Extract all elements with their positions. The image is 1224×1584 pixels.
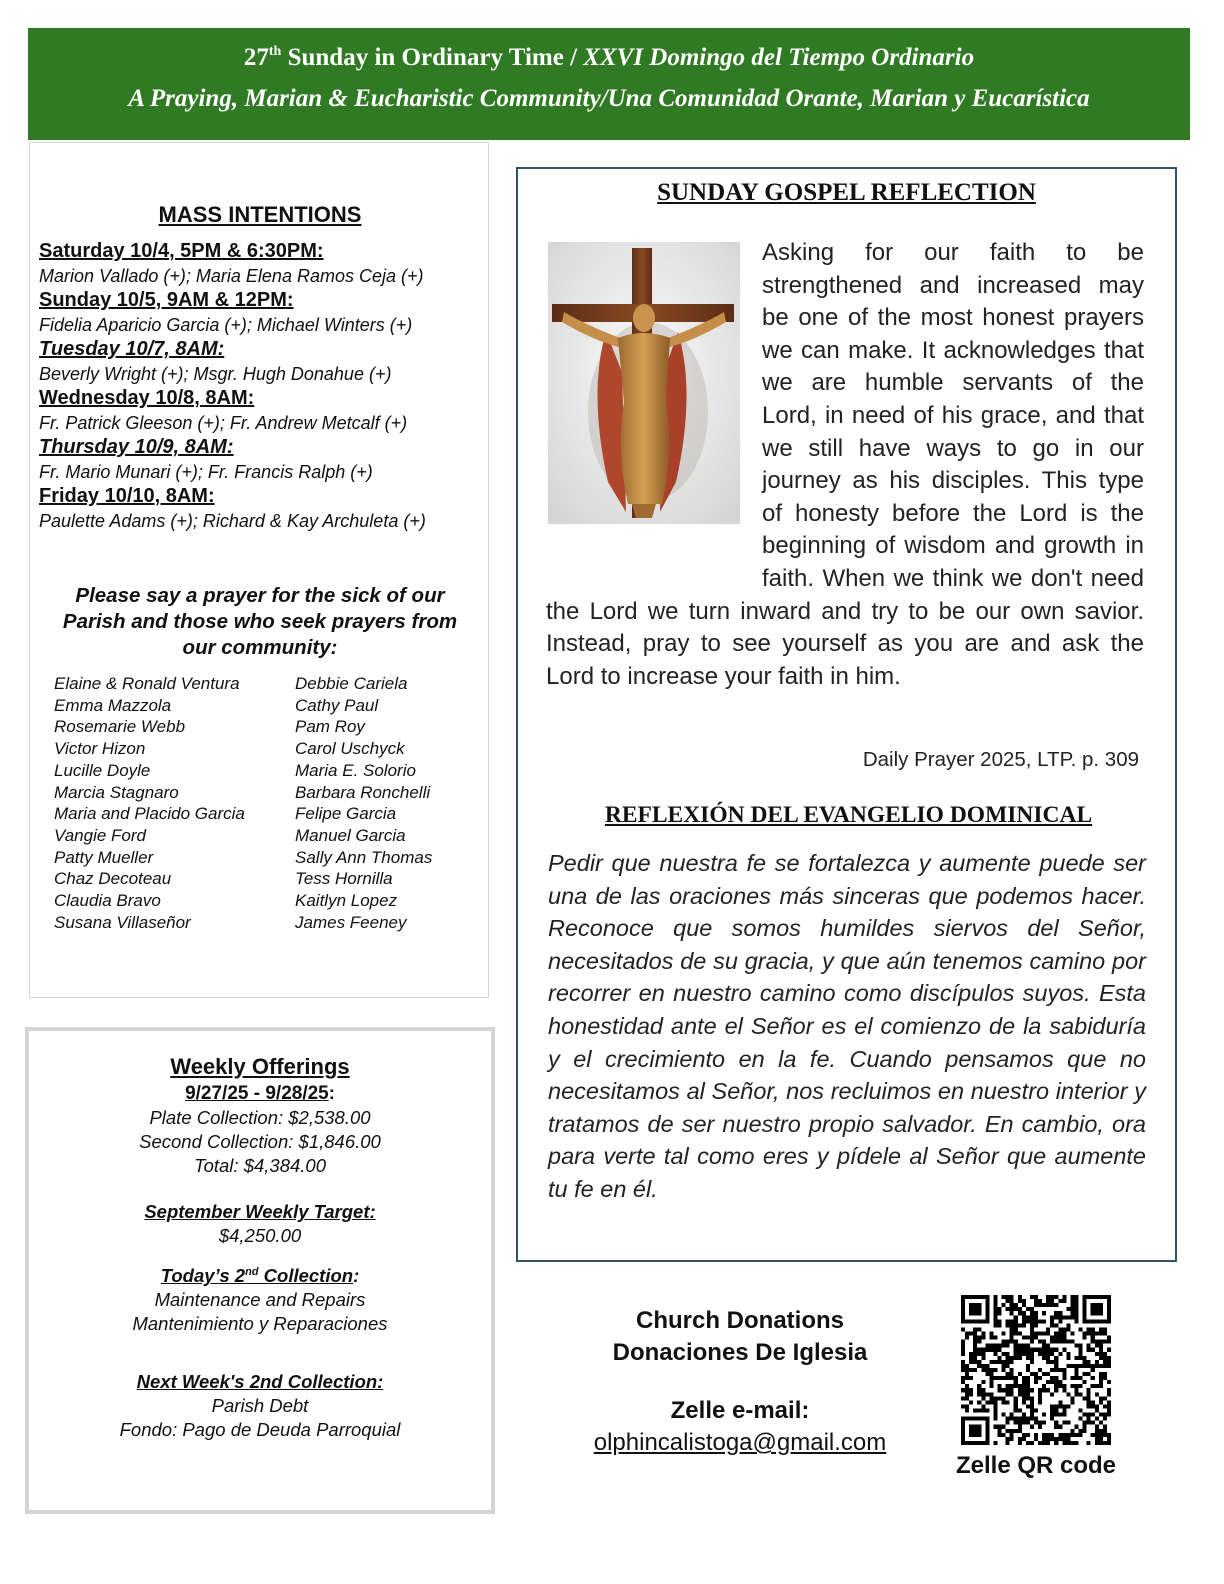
mass-day-label: Saturday 10/4, 5PM & 6:30PM [39, 240, 317, 262]
today-collection-line: Maintenance and Repairs [154, 1289, 366, 1310]
list-item: Rosemarie Webb [54, 717, 186, 737]
sick-list-right [295, 673, 432, 933]
offerings-dates [29, 1081, 491, 1106]
mass-names: Fr. Mario Munari (+); Fr. Francis Ralph (+) [39, 462, 373, 482]
today-label-a: Today’s 2 [160, 1265, 246, 1286]
mass-names: Marion Vallado (+); Maria Elena Ramos Ceja (+) [39, 266, 424, 286]
mass-day [39, 484, 484, 509]
list-item: James Feeney [295, 912, 407, 932]
list-item: Barbara Ronchelli [295, 782, 431, 802]
mass-day-label: Wednesday 10/8, 8AM [39, 387, 248, 409]
list-item: Victor Hizon [54, 739, 146, 759]
banner-line-2: A Praying, Marian & Eucharistic Community/Una Comunidad Orante, Marian y Eucarística [128, 85, 1090, 112]
offerings-title: Weekly Offerings [170, 1054, 350, 1079]
zelle-email-link[interactable]: olphincalistoga@gmail.com [593, 1429, 887, 1456]
today-collection-line: Mantenimiento y Reparaciones [132, 1313, 388, 1334]
church-donations [572, 1305, 908, 1459]
colon: : [286, 289, 294, 311]
gospel-reflection-box [516, 167, 1177, 1262]
zelle-qr-code[interactable] [961, 1295, 1111, 1445]
banner-ordinal-suffix: th [268, 44, 282, 59]
colon: : [328, 1082, 335, 1103]
colon: : [226, 436, 234, 458]
mass-names: Fidelia Aparicio Garcia (+); Michael Winters (+) [39, 315, 413, 335]
weekly-offerings-box [25, 1027, 495, 1514]
offerings-date-range: 9/27/25 - 9/28/25 [185, 1083, 329, 1104]
list-item: Claudia Bravo [54, 891, 161, 911]
list-item: Elaine & Ronald Ventura [54, 674, 240, 693]
list-item: Chaz Decoteau [54, 869, 172, 889]
mass-day-label: Friday 10/10, 8AM [39, 485, 208, 507]
prayer-heading [30, 583, 490, 661]
today-label-part [161, 1265, 353, 1286]
list-item: Maria and Placido Garcia [54, 804, 245, 824]
prayer-heading-line: Parish and those who seek prayers from [62, 610, 458, 633]
colon: : [353, 1265, 360, 1286]
list-item: Kaitlyn Lopez [295, 891, 398, 911]
list-item: Lucille Doyle [54, 760, 151, 780]
list-item: Pam Roy [295, 717, 365, 737]
donations-line: Donaciones De Iglesia [612, 1339, 868, 1366]
next-week-line: Fondo: Pago de Deuda Parroquial [119, 1419, 401, 1440]
next-week-label: Next Week's 2nd Collection: [136, 1371, 384, 1392]
list-item: Cathy Paul [295, 695, 379, 715]
list-item: Tess Hornilla [295, 869, 393, 889]
crucifix-image [548, 242, 740, 524]
donations-line: Church Donations [636, 1307, 844, 1334]
list-item: Carol Uschyck [295, 739, 405, 759]
mass-intentions-box [29, 142, 489, 998]
header-banner [28, 28, 1190, 140]
list-item: Sally Ann Thomas [295, 847, 433, 867]
banner-ordinal: 27 [243, 44, 269, 71]
citation: Daily Prayer 2025, LTP. p. 309 [862, 748, 1139, 771]
banner-spanish-title: XXVI Domingo del Tiempo Ordinario [583, 44, 975, 71]
list-item: Susana Villaseñor [54, 912, 191, 932]
banner-english-title: Sunday in Ordinary Time / [281, 44, 584, 71]
zelle-label: Zelle e-mail: [670, 1397, 810, 1424]
next-week-line: Parish Debt [211, 1395, 309, 1416]
mass-day-label: Sunday 10/5, 9AM & 12PM [39, 289, 287, 311]
list-item: Emma Mazzola [54, 695, 172, 715]
colon: : [217, 338, 225, 360]
today-collection-label [29, 1260, 491, 1288]
gospel-title: SUNDAY GOSPEL REFLECTION [657, 179, 1036, 206]
mass-names: Fr. Patrick Gleeson (+); Fr. Andrew Metcalf (+) [39, 413, 408, 433]
prayer-heading-line: our community: [182, 636, 338, 659]
sick-list-left [54, 673, 245, 933]
mass-day [39, 386, 484, 411]
plate-collection: Plate Collection: $2,538.00 [149, 1107, 371, 1128]
mass-day [39, 239, 484, 264]
mass-day-label: Thursday 10/9, 8AM [39, 436, 227, 458]
list-item: Manuel Garcia [295, 825, 406, 845]
mass-intentions-title: MASS INTENTIONS [158, 202, 362, 227]
list-item: Debbie Cariela [295, 674, 408, 693]
mass-day-label: Tuesday 10/7, 8AM [39, 338, 218, 360]
mass-names: Paulette Adams (+); Richard & Kay Archuleta (+) [39, 511, 426, 531]
english-reflection-text: Asking for our faith to be strengthened and increased may be one of the most honest prayers we can make. It acknowledges that we are humble servants of the Lord, in need of his grace, and that we still have ways to go in our journey as his disciples. This type of honesty before the Lord is the beginning of wisdom and growth in faith. When we think we don't need the Lord we turn inward and try to be our own savior. Instead, pray to see yourself as you are and ask the Lord to increase your faith in him. [546, 239, 1144, 690]
spanish-reflection: Pedir que nuestra fe se fortalezca y aumente puede ser una de las oraciones más sinceras que podemos hacer. Reconoce que somos humildes siervos del Señor, necesitados de su gracia, y que aún tenemos camino por recorrer en nuestro camino como discípulos suyos. Esta honestidad ante el Señor es el comienzo de la sabiduría y el crecimiento en la fe. Cuando pensamos que no necesitamos al Señor, nos recluimos en nuestro interior y tratamos de ser nuestro propio salvador. En cambio, ora para verte tal como eres y pídele al Señor que aumente tu fe en él. [548, 850, 1146, 1202]
list-item: Maria E. Solorio [295, 760, 416, 780]
colon: : [247, 387, 255, 409]
colon: : [316, 240, 324, 262]
target-value: $4,250.00 [218, 1225, 302, 1246]
mass-names: Beverly Wright (+); Msgr. Hugh Donahue (+) [39, 364, 392, 384]
today-label-b: Collection [258, 1265, 354, 1286]
mass-day [39, 288, 484, 313]
today-label-sup: nd [245, 1266, 259, 1278]
mass-day [39, 337, 484, 362]
weekly-offerings-content [29, 1053, 491, 1442]
list-item: Felipe Garcia [295, 804, 397, 824]
list-item: Vangie Ford [54, 825, 146, 845]
second-collection: Second Collection: $1,846.00 [139, 1131, 381, 1152]
prayer-heading-line: Please say a prayer for the sick of our [75, 584, 445, 607]
list-item: Patty Mueller [54, 847, 154, 867]
colon: : [207, 485, 215, 507]
target-label: September Weekly Target: [144, 1201, 376, 1222]
banner-line-1 [28, 44, 1190, 72]
mass-day [39, 435, 484, 460]
spanish-title: REFLEXIÓN DEL EVANGELIO DOMINICAL [604, 802, 1093, 828]
offerings-total: Total: $4,384.00 [193, 1155, 326, 1176]
list-item: Marcia Stagnaro [54, 782, 179, 802]
mass-intentions-list [39, 239, 484, 533]
qr-label: Zelle QR code [955, 1452, 1117, 1479]
